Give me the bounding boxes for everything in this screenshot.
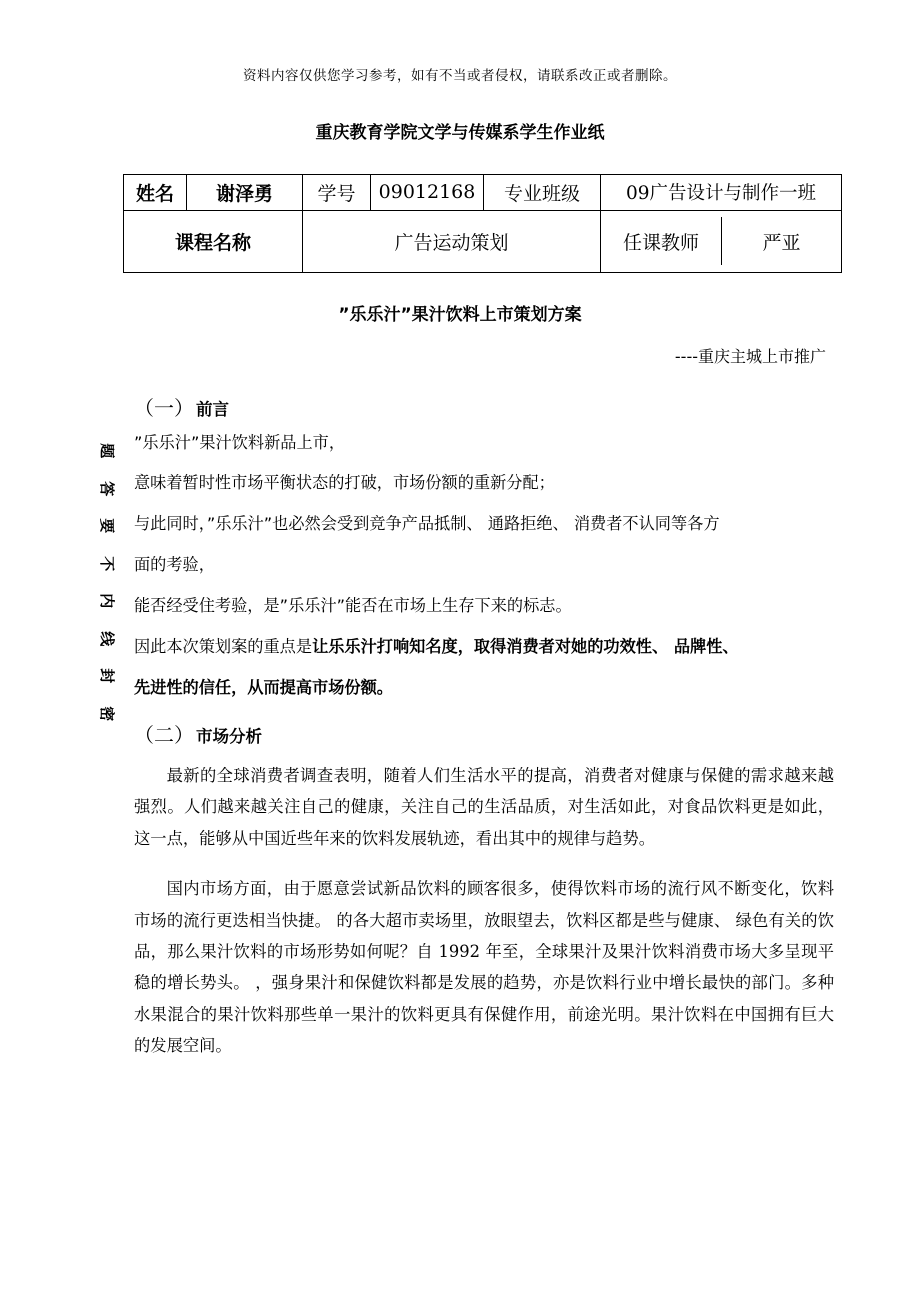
section-2-number: （二） [134, 723, 194, 747]
class-label: 专业班级 [484, 175, 601, 211]
course-value: 广告运动策划 [303, 210, 601, 272]
course-label: 课程名称 [124, 210, 303, 272]
student-info-table [123, 174, 842, 273]
margin-char: 密 [97, 705, 116, 721]
preface-line-3: 与此同时，”乐乐汁”也必然会受到竞争产品抵制、 通路拒绝、 消费者不认同等各方 [134, 514, 720, 533]
section-1-number: （一） [134, 396, 194, 420]
market-paragraph-2: 国内市场方面，由于愿意尝试新品饮料的顾客很多，使得饮料市场的流行风不断变化，饮料市场的流行更迭相当快捷。 的各大超市卖场里，放眼望去，饮料区都是些与健康、 绿色有关的饮品，那么果汁饮料的市场形势如何呢？自 1992 年至，全球果汁及果汁饮料消费市场大多呈现平稳的增长势头。 ，强身果汁和保健饮料都是发展的趋势，亦是饮料行业中增长最快的部门。多种水果混合的果汁饮料那些单一果汁的饮料更具有保健作用，前途光明。果汁饮料在中国拥有巨大的发展空间。 [134, 879, 834, 1056]
sheet-title: 重庆教育学院文学与传媒系学生作业纸 [315, 123, 605, 143]
teacher-value: 严亚 [762, 231, 801, 254]
margin-char: 答 [97, 480, 116, 496]
preface-line-5: 能否经受住考验，是”乐乐汁”能否在市场上生存下来的标志。 [134, 596, 572, 615]
name-value: 谢泽勇 [187, 175, 303, 211]
market-analysis-body [134, 760, 834, 1062]
plan-subtitle: ----重庆主城上市推广 [674, 347, 826, 366]
margin-char: 要 [97, 518, 116, 534]
focus-highlight-2: 先进性的信任，从而提高市场份额。 [134, 678, 393, 697]
teacher-cell [601, 210, 842, 272]
market-paragraph-1: 最新的全球消费者调查表明，随着人们生活水平的提高，消费者对健康与保健的需求越来越强烈。人们越来越关注自己的健康，关注自己的生活品质，对生活如此，对食品饮料更是如此，这一点，能够从中国近些年来的饮料发展轨迹，看出其中的规律与趋势。 [134, 766, 834, 848]
section-1-heading [134, 392, 229, 421]
section-1-title: 前言 [196, 400, 229, 419]
preface-line-1: ”乐乐汁”果汁饮料新品上市， [134, 433, 346, 452]
preface-focus-line-2 [134, 678, 834, 698]
focus-prefix: 因此本次策划案的重点是 [134, 637, 313, 656]
margin-char: 内 [97, 593, 116, 609]
teacher-label: 任课教师 [601, 217, 722, 265]
section-2-title: 市场分析 [196, 727, 262, 746]
margin-char: 题 [97, 443, 116, 459]
section-2-heading [134, 719, 262, 748]
plan-title: ”乐乐汁”果汁饮料上市策划方案 [338, 305, 582, 325]
margin-char: 不 [97, 555, 116, 571]
margin-char: 封 [97, 668, 116, 684]
class-value: 09广告设计与制作一班 [601, 175, 842, 211]
binding-margin-notice [88, 432, 116, 732]
student-id-label: 学号 [303, 175, 371, 211]
preface-line-2: 意味着暂时性市场平衡状态的打破，市场份额的重新分配； [134, 473, 555, 492]
margin-char: 线 [97, 630, 116, 646]
preface-line-4: 面的考验， [134, 555, 215, 574]
focus-highlight-1: 让乐乐汁打响知名度，取得消费者对她的功效性、 品牌性、 [312, 637, 739, 656]
preface-focus-line [134, 637, 834, 657]
disclaimer-notice: 资料内容仅供您学习参考，如有不当或者侵权，请联系改正或者删除。 [243, 68, 677, 84]
student-id-value: 09012168 [371, 175, 484, 211]
name-label: 姓名 [124, 175, 187, 211]
